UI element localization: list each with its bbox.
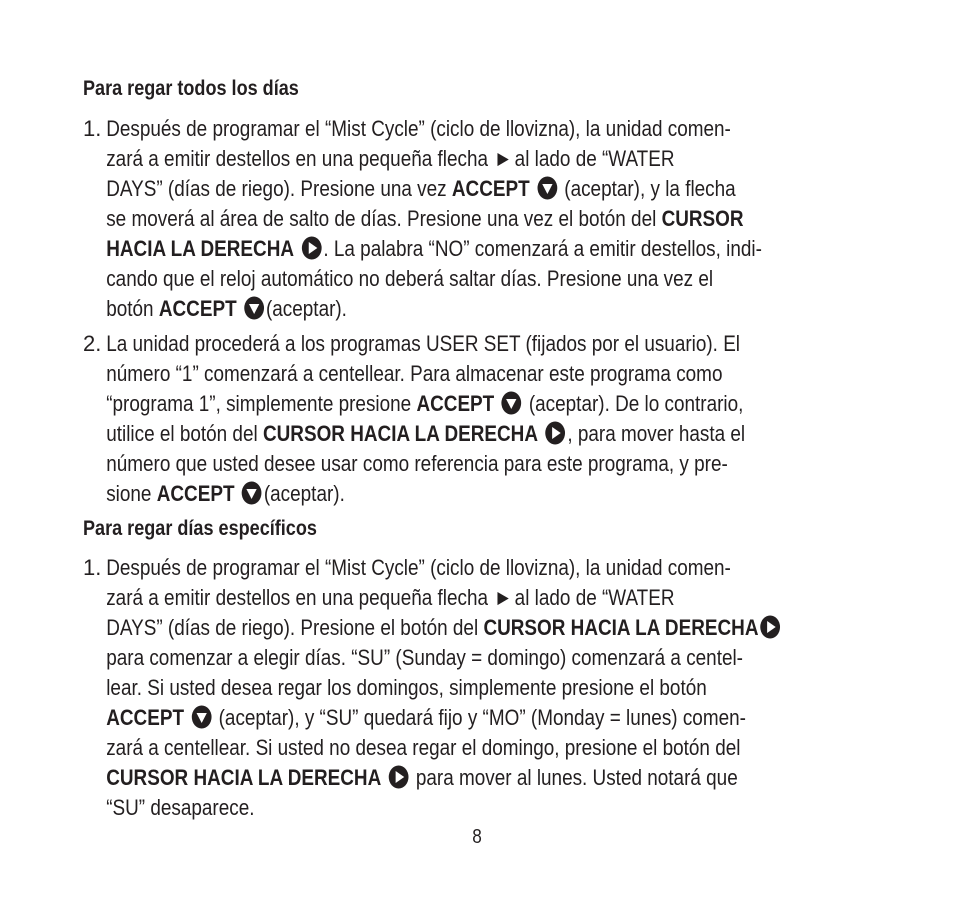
text: botón bbox=[106, 296, 154, 321]
text: (aceptar), y la flecha bbox=[564, 176, 736, 201]
text: zará a emitir destellos en una pequeña flecha bbox=[106, 146, 489, 171]
text: para comenzar a elegir días. “SU” (Sunday = domingo) comenzará a centel- bbox=[106, 645, 743, 670]
text: al lado de “WATER bbox=[514, 146, 675, 171]
cursor-label: CURSOR HACIA LA DERECHA bbox=[262, 421, 539, 446]
text-line bbox=[83, 419, 771, 449]
text-line bbox=[83, 359, 771, 389]
text: (aceptar). De lo contrario, bbox=[528, 391, 744, 416]
accept-label: ACCEPT bbox=[451, 176, 530, 201]
text: (aceptar). bbox=[263, 481, 345, 506]
page-number: 8 bbox=[472, 826, 482, 848]
text: (aceptar). bbox=[265, 296, 347, 321]
accept-label: ACCEPT bbox=[416, 391, 495, 416]
list-item bbox=[83, 114, 883, 324]
text: (aceptar), y “SU” quedará fijo y “MO” (Monday = lunes) comen- bbox=[218, 705, 746, 730]
text: al lado de “WATER bbox=[514, 585, 675, 610]
text: para mover al lunes. Usted notará que bbox=[415, 765, 738, 790]
section-heading-every-day: Para regar todos los días bbox=[83, 77, 299, 100]
text-line bbox=[83, 793, 771, 823]
accept-label: ACCEPT bbox=[158, 296, 237, 321]
text: zará a emitir destellos en una pequeña flecha bbox=[106, 585, 489, 610]
cursor-right-icon bbox=[545, 421, 566, 445]
accept-down-icon bbox=[241, 481, 262, 505]
text-line bbox=[83, 264, 771, 294]
text-line bbox=[83, 174, 771, 204]
accept-down-icon bbox=[191, 705, 212, 729]
text: , para mover hasta el bbox=[567, 421, 746, 446]
text-line bbox=[83, 329, 771, 359]
text-line bbox=[83, 479, 771, 509]
text: zará a centellear. Si usted no desea regar el domingo, presione el botón del bbox=[106, 735, 741, 760]
text-line bbox=[83, 144, 771, 174]
text-line bbox=[83, 449, 771, 479]
text: número “1” comenzará a centellear. Para almacenar este programa como bbox=[106, 361, 723, 386]
text: cando que el reloj automático no deberá saltar días. Presione una vez el bbox=[106, 266, 714, 291]
cursor-label: CURSOR HACIA LA DERECHA bbox=[106, 765, 382, 790]
accept-label: ACCEPT bbox=[106, 705, 185, 730]
text: DAYS” (días de riego). Presione una vez bbox=[106, 176, 447, 201]
text: lear. Si usted desea regar los domingos, simplemente presione el botón bbox=[106, 675, 707, 700]
list-number: 2. bbox=[83, 331, 102, 356]
accept-down-icon bbox=[501, 391, 522, 415]
text: Después de programar el “Mist Cycle” (ciclo de llovizna), la unidad comen- bbox=[106, 555, 731, 580]
cursor-label: HACIA LA DERECHA bbox=[106, 236, 295, 261]
text: “SU” desaparece. bbox=[106, 795, 255, 820]
text-line bbox=[83, 703, 771, 733]
cursor-right-icon bbox=[301, 236, 322, 260]
list-item bbox=[83, 329, 883, 509]
text-line bbox=[83, 673, 771, 703]
text: La unidad procederá a los programas USER SET (fijados por el usuario). El bbox=[106, 331, 741, 356]
cursor-right-icon bbox=[388, 765, 409, 789]
list-number: 1. bbox=[83, 116, 102, 141]
text-line bbox=[83, 553, 771, 583]
text-line bbox=[83, 389, 771, 419]
list-number: 1. bbox=[83, 555, 102, 580]
text-line bbox=[83, 613, 771, 643]
text: sione bbox=[106, 481, 152, 506]
arrow-right-icon bbox=[497, 152, 510, 167]
text: “programa 1”, simplemente presione bbox=[106, 391, 412, 416]
text: número que usted desee usar como referencia para este programa, y pre- bbox=[106, 451, 728, 476]
text-line bbox=[83, 763, 771, 793]
text-line bbox=[83, 733, 771, 763]
manual-page bbox=[83, 70, 883, 828]
text: Después de programar el “Mist Cycle” (ciclo de llovizna), la unidad comen- bbox=[106, 116, 731, 141]
text-line bbox=[83, 643, 771, 673]
cursor-label: CURSOR HACIA LA DERECHA bbox=[483, 615, 759, 640]
arrow-right-icon bbox=[497, 591, 510, 606]
text-line bbox=[83, 234, 771, 264]
text-line bbox=[83, 204, 771, 234]
text: utilice el botón del bbox=[106, 421, 258, 446]
cursor-right-icon bbox=[760, 615, 781, 639]
accept-label: ACCEPT bbox=[156, 481, 235, 506]
text: . La palabra “NO” comenzará a emitir destellos, indi- bbox=[323, 236, 762, 261]
text: se moverá al área de salto de días. Presione una vez el botón del bbox=[106, 206, 657, 231]
cursor-label: CURSOR bbox=[661, 206, 744, 231]
text-line bbox=[83, 583, 771, 613]
section-heading-specific-days: Para regar días específicos bbox=[83, 517, 317, 540]
text-line bbox=[83, 114, 771, 144]
text: DAYS” (días de riego). Presione el botón del bbox=[106, 615, 479, 640]
accept-down-icon bbox=[537, 176, 558, 200]
text-line bbox=[83, 294, 771, 324]
list-item bbox=[83, 553, 883, 823]
accept-down-icon bbox=[244, 296, 265, 320]
